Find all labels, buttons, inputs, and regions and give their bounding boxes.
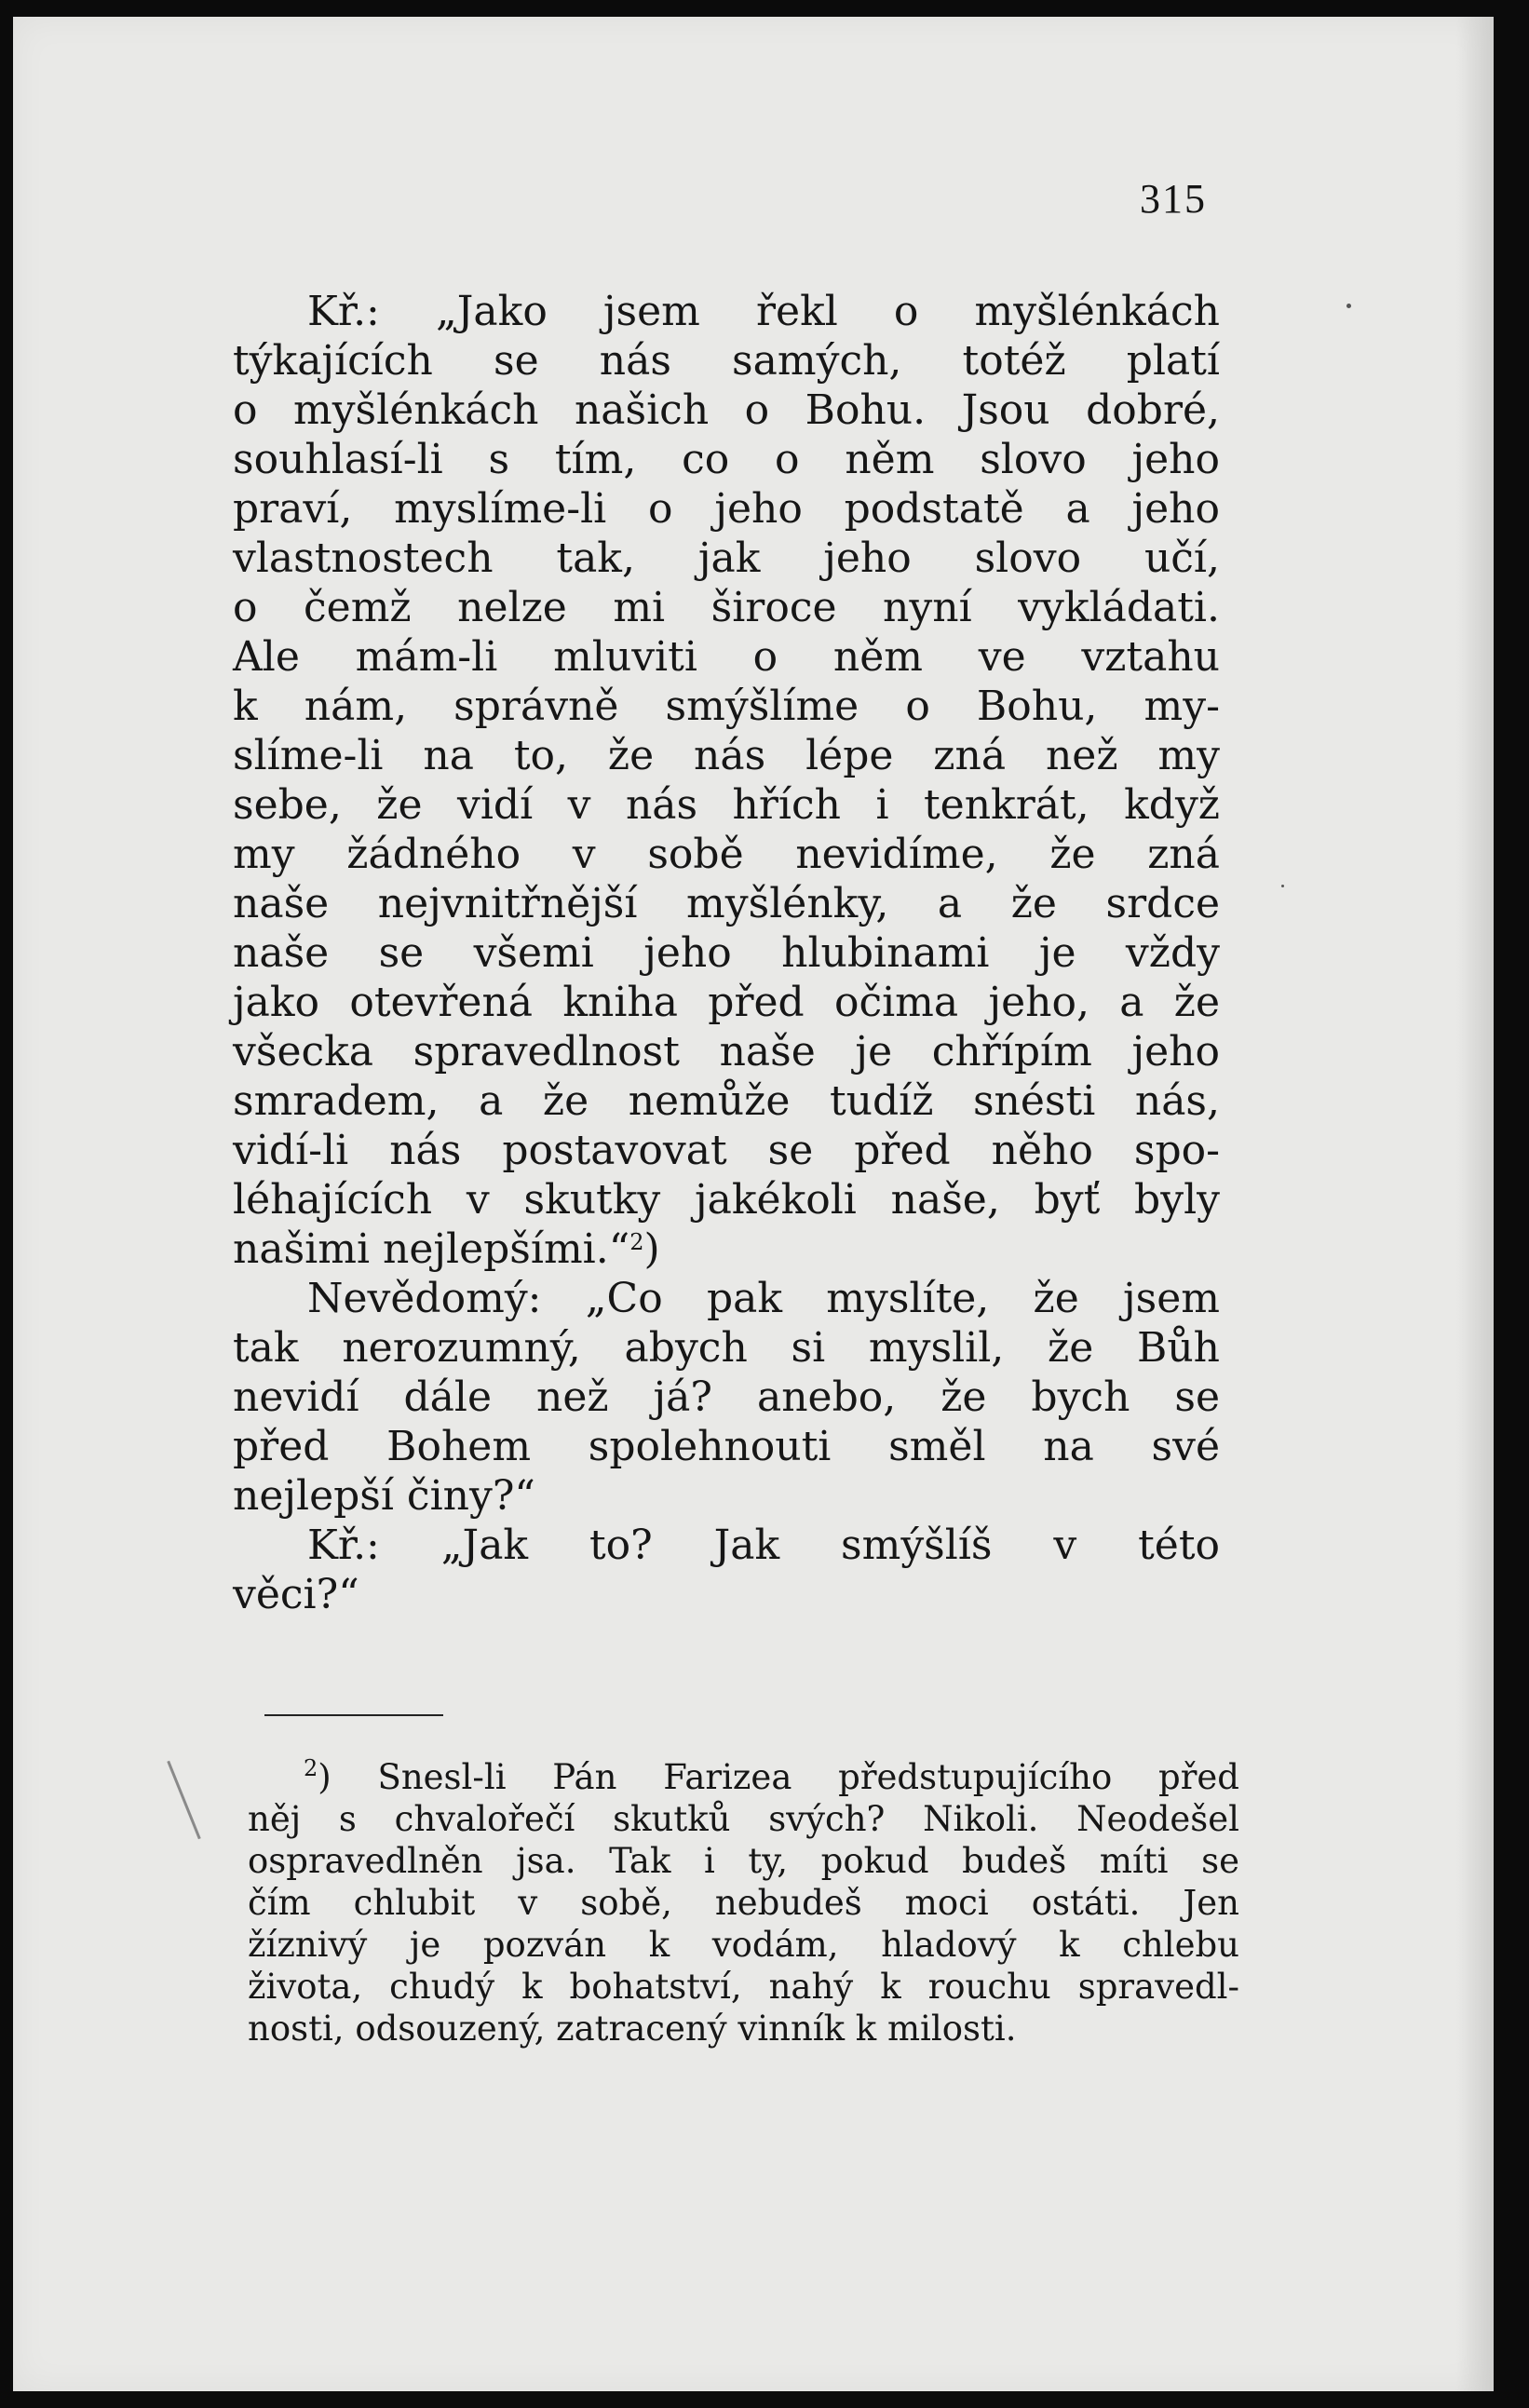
text-line: slíme-li na to, že nás lépe zná než my <box>233 732 1220 779</box>
footnote-separator <box>264 1714 443 1716</box>
main-text <box>233 287 1220 1619</box>
text-line: Ale mám-li mluviti o něm ve vztahu <box>233 633 1220 681</box>
text-line: smradem, a že nemůže tudíž snésti nás, <box>233 1077 1220 1125</box>
paragraph-1 <box>233 287 1220 1274</box>
text-line: naše se všemi jeho hlubinami je vždy <box>233 929 1220 977</box>
paragraph-3 <box>233 1521 1220 1619</box>
paper-speck <box>1346 304 1351 308</box>
text-line: Kř.: „Jak to? Jak smýšlíš v této <box>307 1522 1220 1569</box>
paper-speck <box>1281 885 1284 887</box>
text-fragment: našimi nejlepšími.“ <box>233 1225 630 1273</box>
page-number: 315 <box>1140 176 1207 222</box>
paper-scratch <box>167 1761 200 1840</box>
book-page <box>13 17 1494 2391</box>
footnote-line: žíznivý je pozván k vodám, hladový k chlebu <box>248 1925 1239 1965</box>
footnote-line: života, chudý k bohatství, nahý k rouchu spravedl- <box>248 1967 1239 2007</box>
footnote-line: ospravedlněn jsa. Tak i ty, pokud budeš míti se <box>248 1841 1239 1881</box>
text-line: vlastnostech tak, jak jeho slovo učí, <box>233 534 1220 582</box>
page-edge-shadow <box>1456 17 1494 2391</box>
text-line: souhlasí-li s tím, co o něm slovo jeho <box>233 436 1220 483</box>
text-line: před Bohem spolehnouti směl na své <box>233 1423 1220 1470</box>
text-line: Nevědomý: „Co pak myslíte, že jsem <box>307 1275 1220 1322</box>
footnote-reference: 2 <box>629 1229 644 1255</box>
text-line: všecka spravedlnost naše je chřípím jeho <box>233 1028 1220 1075</box>
text-line: nejlepší činy?“ <box>233 1472 535 1520</box>
footnote <box>248 1756 1239 2050</box>
paragraph-2 <box>233 1274 1220 1521</box>
text-line: o myšlénkách našich o Bohu. Jsou dobré, <box>233 386 1220 434</box>
footnote-line: nosti, odsouzený, zatracený vinník k milosti. <box>248 2009 1017 2049</box>
text-line: vidí-li nás postavovat se před něho spo- <box>233 1127 1220 1174</box>
text-line: k nám, správně smýšlíme o Bohu, my- <box>233 683 1220 730</box>
footnote-line: čím chlubit v sobě, nebudeš moci ostáti. Jen <box>248 1883 1239 1923</box>
text-line: Kř.: „Jako jsem řekl o myšlénkách <box>307 288 1220 335</box>
footnote-reference-paren: ) <box>643 1225 660 1273</box>
text-line: tak nerozumný, abych si myslil, že Bůh <box>233 1324 1220 1372</box>
text-line: jako otevřená kniha před očima jeho, a že <box>233 979 1220 1026</box>
text-line: praví, myslíme-li o jeho podstatě a jeho <box>233 485 1220 533</box>
text-line: my žádného v sobě nevidíme, že zná <box>233 831 1220 878</box>
footnote-marker: 2 <box>304 1755 318 1781</box>
footnote-text: ) Snesl-li Pán Farizea předstupujícího před <box>318 1757 1239 1797</box>
text-line: léhajících v skutky jakékoli naše, byť byly <box>233 1176 1220 1224</box>
footnote-line-start <box>248 1756 1239 1798</box>
text-line: nevidí dále než já? anebo, že bych se <box>233 1373 1220 1421</box>
text-line: týkajících se nás samých, totéž platí <box>233 337 1220 385</box>
text-line: o čemž nelze mi široce nyní vykládati. <box>233 584 1220 631</box>
footnote-line: něj s chvalořečí skutků svých? Nikoli. Neodešel <box>248 1799 1239 1839</box>
text-line: naše nejvnitřnější myšlénky, a že srdce <box>233 880 1220 927</box>
text-line: sebe, že vidí v nás hřích i tenkrát, když <box>233 781 1220 829</box>
text-line-end <box>233 1224 1220 1274</box>
text-line: věci?“ <box>233 1571 359 1618</box>
